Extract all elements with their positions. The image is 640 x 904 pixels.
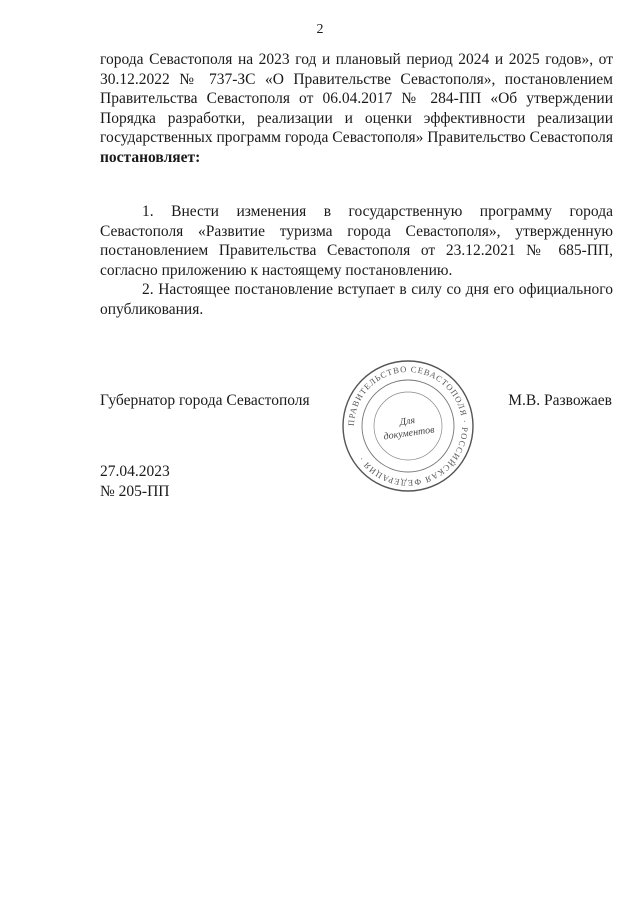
seal-center-line-2: документов — [382, 424, 436, 443]
resolution-word: постановляет: — [100, 148, 201, 166]
signatory-title: Губернатор города Севастополя — [100, 392, 310, 409]
signatory-name: М.В. Развожаев — [508, 392, 612, 409]
seal-outer-text: ПРАВИТЕЛЬСТВО СЕВАСТОПОЛЯ · РОССИЙСКАЯ ФЕДЕРАЦИЯ · — [345, 363, 471, 489]
preamble-paragraph — [100, 50, 613, 167]
preamble-text: города Севастополя на 2023 год и плановый период 2024 и 2025 годов», от 30.12.2022 № 737-ЗС «О Правительстве Севастополя», постановлением Правительства Севастополя от 06.04.2017 № 284-ПП «Об утверждении Порядка разработки, реализации и оценки эффективности реализации государственных программ города Севастополя» Правительство Севастополя — [100, 51, 613, 146]
document-date-block — [100, 462, 170, 502]
resolution-item-1: 1. Внести изменения в государственную программу города Севастополя «Развитие туризма города Севастополя», утвержденную постановлением Правительства Севастополя от 23.12.2021 № 685-ПП, согласно приложению к настоящему постановлению. — [100, 203, 613, 279]
resolution-item-2: 2. Настоящее постановление вступает в силу со дня его официального опубликования. — [100, 281, 613, 318]
document-date: 27.04.2023 — [100, 463, 170, 480]
page-number: 2 — [316, 22, 324, 37]
seal-center-line-1: Для — [398, 415, 416, 429]
resolution-items — [100, 202, 613, 319]
official-seal-stamp — [340, 358, 476, 494]
document-number: № 205-ПП — [100, 483, 170, 500]
